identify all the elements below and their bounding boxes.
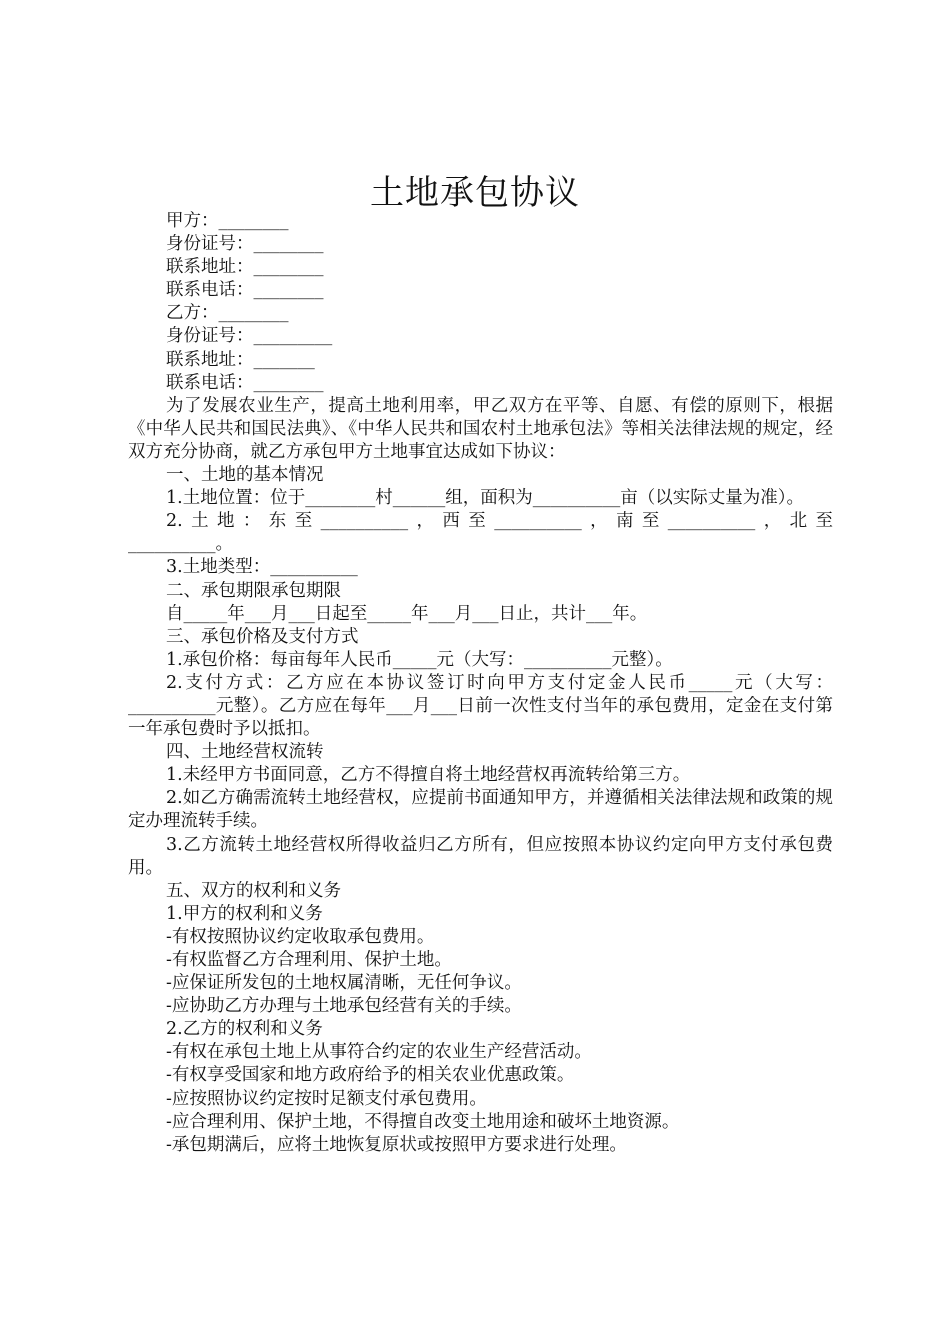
preamble-paragraph: 为了发展农业生产，提高土地利用率，甲乙双方在平等、自愿、有偿的原则下，根据《中华人民共和国民法典》、《中华人民共和国农村土地承包法》等相关法律法规的规定，经双方充分协商，就乙方承包甲方土地事宜达成如下协议：: [128, 395, 833, 462]
section-5-heading: 五、双方的权利和义务: [166, 880, 341, 901]
party-a-rights-item: -应协助乙方办理与土地承包经营有关的手续。: [166, 996, 522, 1017]
party-b-id: 身份证号：_________: [166, 326, 333, 347]
transfer-item-1: 1.未经甲方书面同意，乙方不得擅自将土地经营权再流转给第三方。: [166, 765, 691, 786]
contract-period: 自_____年___月___日起至_____年___月___日止，共计___年。: [166, 603, 648, 624]
party-b-rights-heading: 2.乙方的权利和义务: [166, 1019, 323, 1040]
party-b-phone: 联系电话：________: [166, 372, 324, 393]
party-a-id: 身份证号：________: [166, 234, 324, 255]
section-1-heading: 一、土地的基本情况: [166, 465, 324, 486]
land-type: 3.土地类型：__________: [166, 557, 358, 578]
land-boundary-line-1: 2.土地：东至__________，西至__________，南至__________，北至: [166, 511, 833, 532]
party-a-rights-item: -有权监督乙方合理利用、保护土地。: [166, 950, 452, 970]
party-b-rights-item: -应合理利用、保护土地，不得擅自改变土地用途和破坏土地资源。: [166, 1111, 680, 1132]
document-body: [128, 210, 833, 1157]
land-location: 1.土地位置：位于________村______组，面积为__________亩（以实际丈量为准）。: [166, 488, 804, 509]
party-a-rights-item: -有权按照协议约定收取承包费用。: [166, 926, 435, 947]
party-b-rights-item: -承包期满后，应将土地恢复原状或按照甲方要求进行处理。: [166, 1134, 627, 1155]
transfer-item-3: 3.乙方流转土地经营权所得收益归乙方所有，但应按照本协议约定向甲方支付承包费用。: [128, 834, 833, 878]
transfer-item-2: 2.如乙方确需流转土地经营权，应提前书面通知甲方，并遵循相关法律法规和政策的规定办理流转手续。: [128, 788, 833, 832]
payment-method: 2.支付方式：乙方应在本协议签订时向甲方支付定金人民币_____元（大写：__________元整）。乙方应在每年___月___日前一次性支付当年的承包费用，定金在支付第一年承包费时予以抵扣。: [128, 672, 833, 740]
contract-price: 1.承包价格：每亩每年人民币_____元（大写：__________元整）。: [166, 649, 673, 670]
party-b-rights-item: -有权享受国家和地方政府给予的相关农业优惠政策。: [166, 1065, 575, 1086]
party-b-rights-item: -应按照协议约定按时足额支付承包费用。: [166, 1088, 487, 1109]
party-a-phone: 联系电话：________: [166, 280, 324, 301]
section-3-heading: 三、承包价格及支付方式: [166, 626, 359, 647]
party-a-name: 甲方：________: [166, 211, 289, 231]
party-a-rights-item: -应保证所发包的土地权属清晰，无任何争议。: [166, 973, 522, 994]
section-2-heading: 二、承包期限承包期限: [166, 580, 341, 601]
party-b-address: 联系地址：_______: [166, 349, 315, 370]
party-a-rights-heading: 1.甲方的权利和义务: [166, 903, 323, 924]
party-b-name: 乙方：________: [166, 303, 289, 324]
party-a-address: 联系地址：________: [166, 257, 324, 278]
party-b-rights-item: -有权在承包土地上从事符合约定的农业生产经营活动。: [166, 1042, 592, 1063]
land-boundary-line-2: __________。: [128, 534, 233, 555]
section-4-heading: 四、土地经营权流转: [166, 742, 324, 763]
document-title: 土地承包协议: [370, 173, 580, 213]
